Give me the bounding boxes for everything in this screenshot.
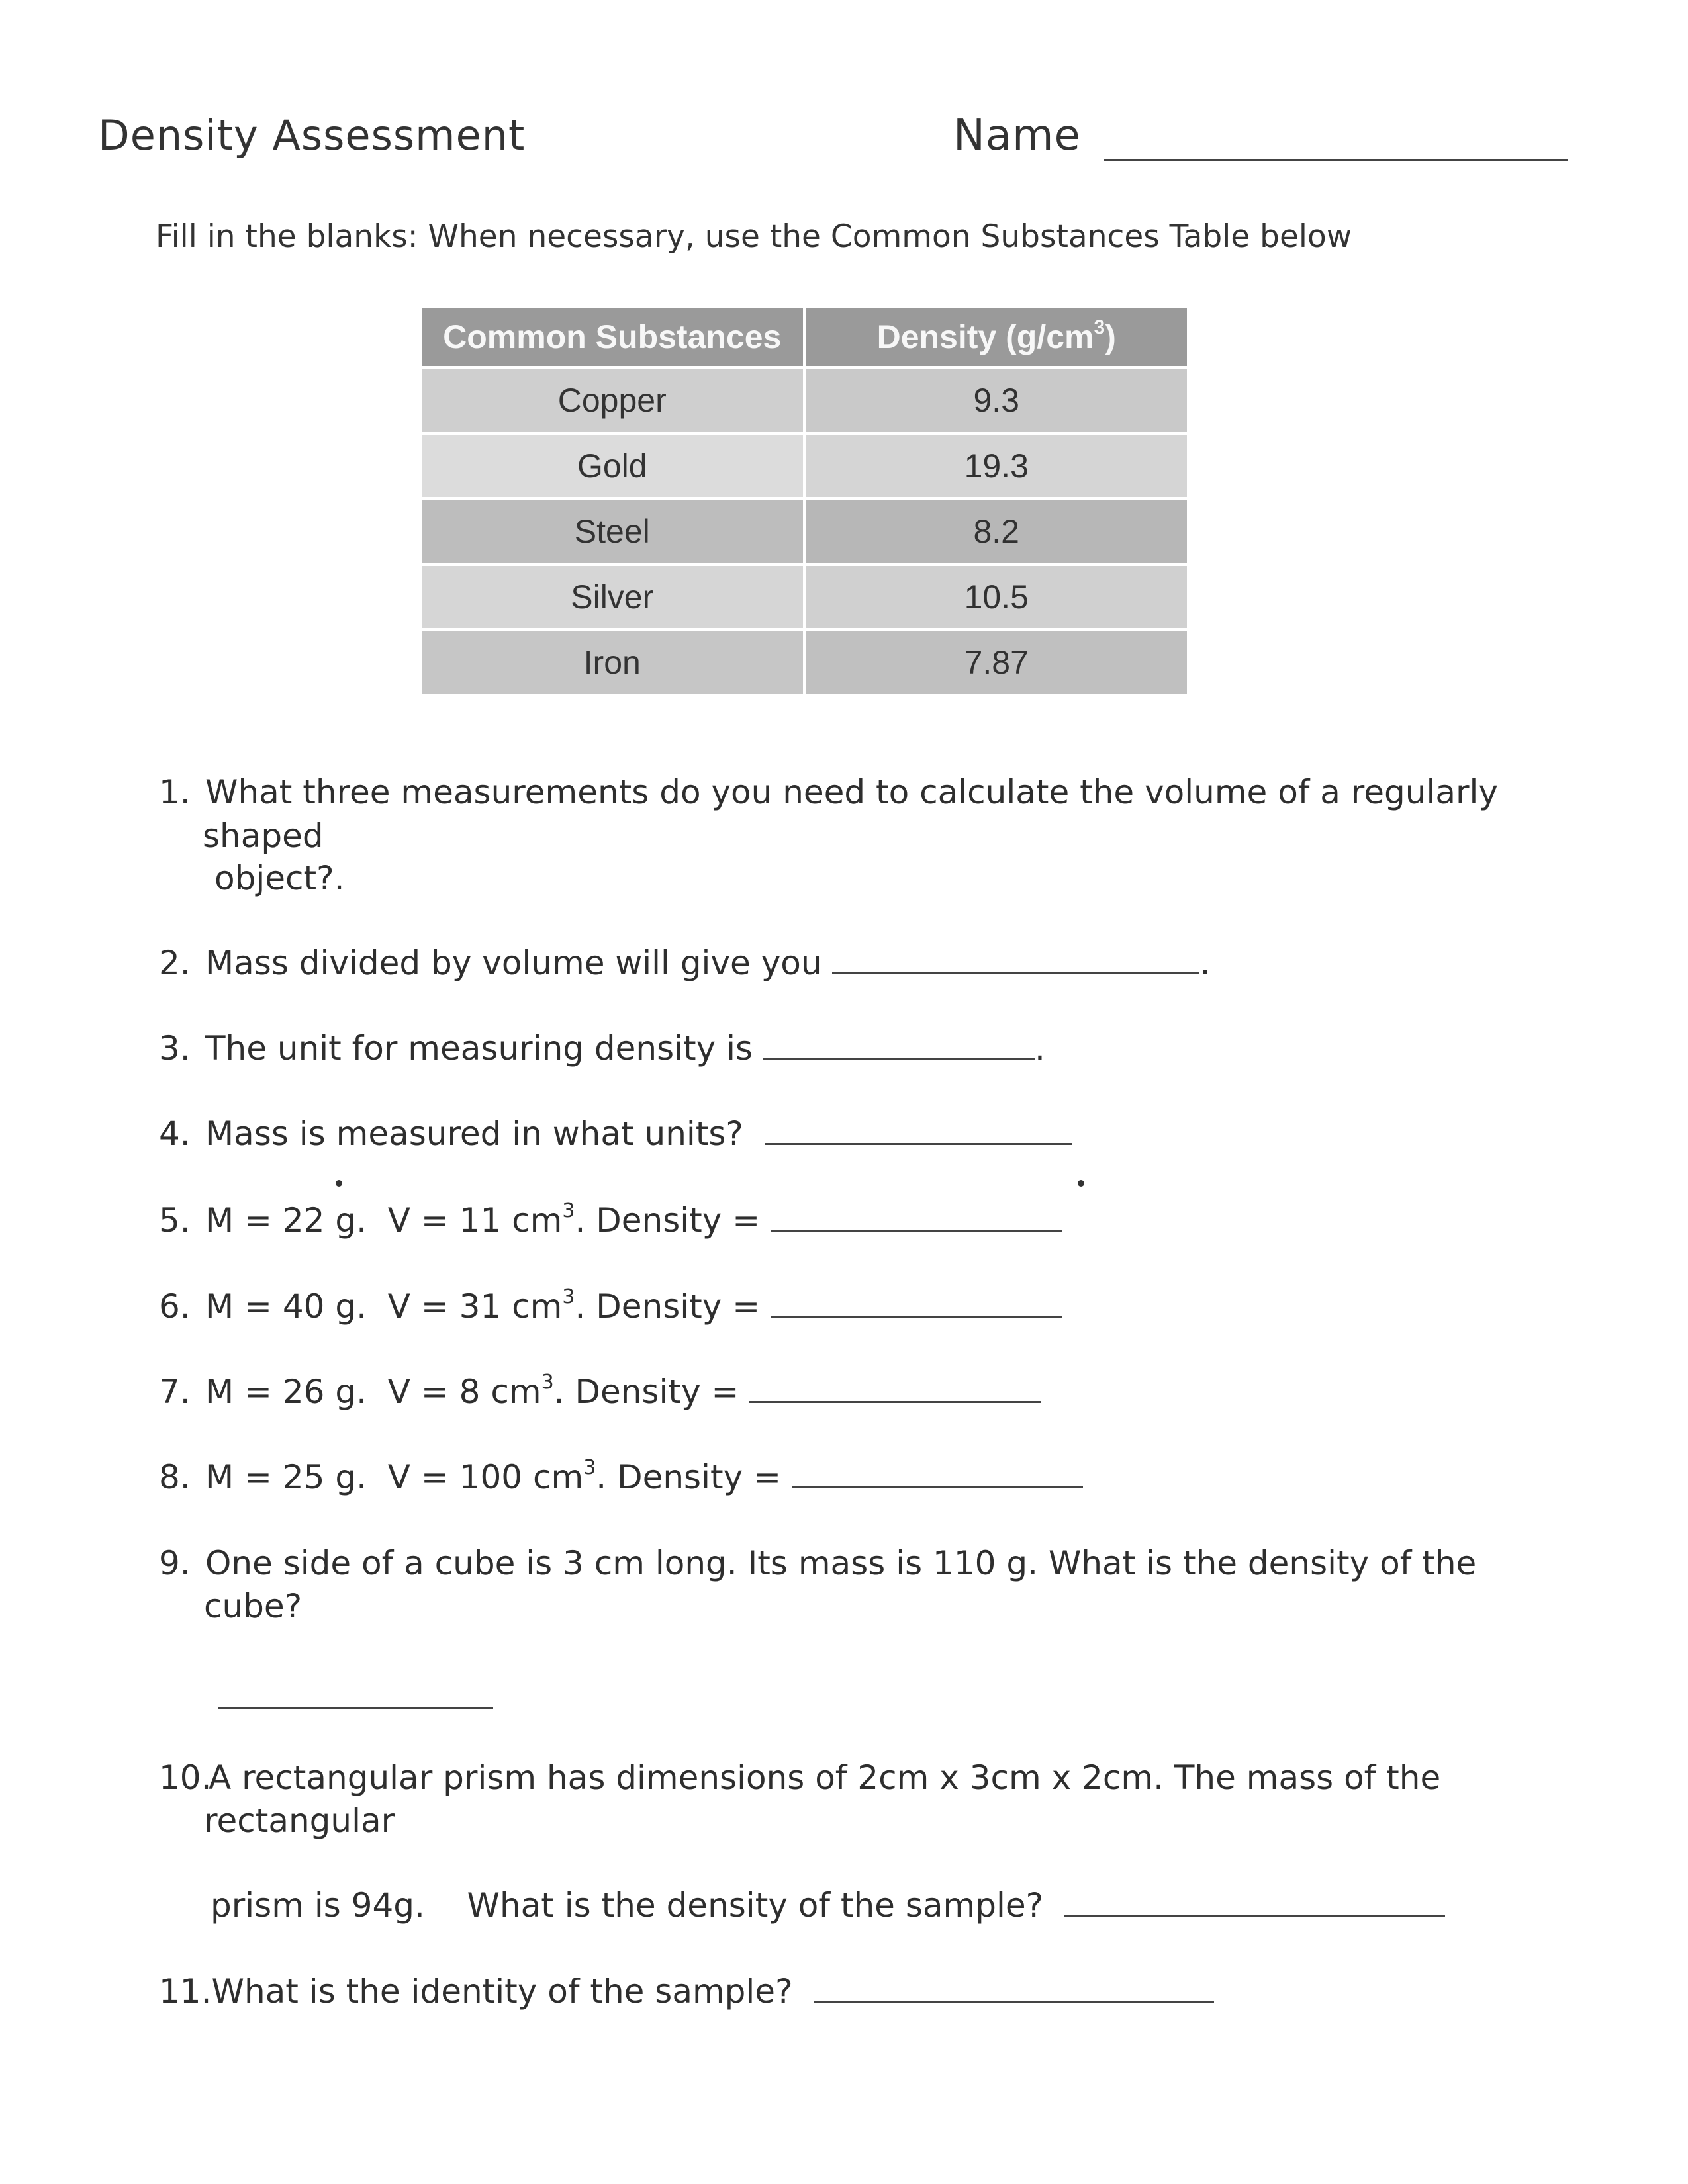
name-label-text: Name (953, 111, 1081, 160)
density-label: . Density = (575, 1201, 761, 1240)
table-header-row (422, 308, 1187, 366)
answer-blank[interactable] (763, 1057, 1035, 1060)
question-number: 10. (159, 1758, 212, 1797)
volume-exponent: 3 (583, 1456, 596, 1479)
substance-cell: Gold (422, 435, 803, 497)
question-number: 2. (159, 944, 191, 982)
question-10-line3 (211, 1886, 1445, 1925)
mass-statement: prism is 94g. (211, 1886, 425, 1925)
answer-blank[interactable] (765, 1142, 1072, 1145)
density-cell: 9.3 (806, 369, 1188, 432)
mass-value: M = 26 g. (205, 1373, 367, 1411)
question-text: Mass divided by volume will give you (205, 944, 822, 982)
table-row (422, 500, 1187, 563)
answer-blank[interactable] (749, 1400, 1041, 1403)
stray-mark (1078, 1180, 1084, 1187)
answer-blank[interactable] (814, 2000, 1214, 2003)
answer-blank[interactable] (771, 1229, 1062, 1232)
question-text: A rectangular prism has dimensions of 2cm x 3cm x 2cm. The mass of the (209, 1758, 1441, 1797)
question-1 (159, 773, 1498, 811)
answer-blank[interactable] (832, 972, 1199, 974)
question-2 (159, 944, 1210, 982)
table-row (422, 631, 1187, 694)
name-field[interactable] (1104, 159, 1568, 161)
question-9-line2: cube? (204, 1587, 303, 1625)
question-number: 4. (159, 1115, 191, 1153)
instructions: Fill in the blanks: When necessary, use the Common Substances Table below (156, 218, 1352, 255)
volume-exponent: 3 (541, 1371, 554, 1394)
question-text: What three measurements do you need to calculate the volume of a regularly (205, 773, 1499, 811)
header-density (806, 308, 1188, 366)
volume-value: V = 31 cm (387, 1287, 563, 1326)
name-label (953, 111, 1081, 160)
volume-value: V = 8 cm (387, 1373, 541, 1411)
answer-blank[interactable] (1064, 1914, 1445, 1917)
question-end: . (1199, 944, 1211, 982)
question-number: 9. (159, 1544, 191, 1582)
question-6 (159, 1287, 1062, 1326)
volume-exponent: 3 (562, 1285, 575, 1308)
question-10 (159, 1758, 1440, 1797)
question-text: Mass is measured in what units? (205, 1115, 743, 1153)
question-number: 11. (159, 1972, 212, 2011)
density-cell: 8.2 (806, 500, 1188, 563)
question-number: 3. (159, 1029, 191, 1068)
substance-cell: Copper (422, 369, 803, 432)
answer-blank[interactable] (218, 1707, 493, 1709)
density-label: . Density = (596, 1458, 781, 1496)
question-8 (159, 1458, 1083, 1496)
table-row (422, 435, 1187, 497)
question-number: 7. (159, 1373, 191, 1411)
question-text: What is the identity of the sample? (211, 1972, 793, 2011)
header-density-exponent: 3 (1094, 316, 1105, 338)
density-cell: 7.87 (806, 631, 1188, 694)
substances-table (418, 304, 1190, 697)
page-title: Density Assessment (98, 111, 526, 159)
question-text: One side of a cube is 3 cm long. Its mass is 110 g. What is the density of the (205, 1544, 1477, 1582)
table-row (422, 566, 1187, 628)
substance-cell: Steel (422, 500, 803, 563)
density-cell: 10.5 (806, 566, 1188, 628)
table-row (422, 369, 1187, 432)
question-11 (159, 1972, 1214, 2011)
question-end: . (1034, 1029, 1045, 1068)
stray-mark (336, 1180, 342, 1187)
question-9 (159, 1544, 1476, 1582)
substance-cell: Iron (422, 631, 803, 694)
question-text: What is the density of the sample? (467, 1886, 1044, 1925)
question-5 (159, 1201, 1062, 1240)
header-substances: Common Substances (422, 308, 803, 366)
answer-blank[interactable] (792, 1486, 1083, 1488)
density-label: . Density = (575, 1287, 761, 1326)
mass-value: M = 22 g. (205, 1201, 367, 1240)
question-1-line2: shaped (203, 817, 324, 855)
mass-value: M = 40 g. (205, 1287, 367, 1326)
volume-value: V = 100 cm (387, 1458, 584, 1496)
density-label: . Density = (553, 1373, 739, 1411)
question-text: The unit for measuring density is (205, 1029, 753, 1068)
question-10-line2: rectangular (204, 1801, 395, 1840)
question-3 (159, 1029, 1045, 1068)
question-1-line3: object?. (214, 859, 345, 897)
volume-exponent: 3 (562, 1199, 575, 1222)
volume-value: V = 11 cm (387, 1201, 563, 1240)
header-density-close: ) (1105, 318, 1116, 355)
answer-blank[interactable] (771, 1315, 1062, 1318)
mass-value: M = 25 g. (205, 1458, 367, 1496)
question-4 (159, 1115, 1072, 1153)
question-7 (159, 1373, 1041, 1411)
header-density-text: Density (g/cm (876, 318, 1094, 355)
question-number: 5. (159, 1201, 191, 1240)
substance-cell: Silver (422, 566, 803, 628)
question-number: 6. (159, 1287, 191, 1326)
density-cell: 19.3 (806, 435, 1188, 497)
question-number: 8. (159, 1458, 191, 1496)
question-number: 1. (159, 773, 191, 811)
